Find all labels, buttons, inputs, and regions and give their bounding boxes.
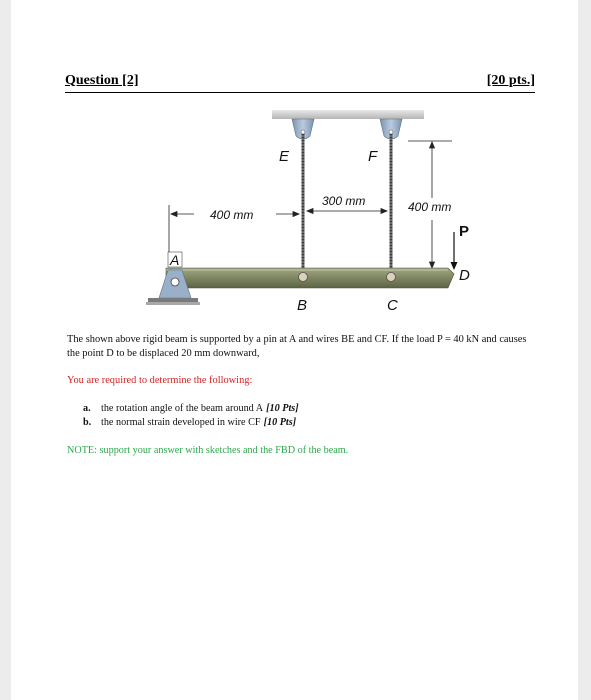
document-page — [11, 0, 578, 700]
beam-figure — [136, 110, 476, 315]
wire-be — [302, 134, 305, 276]
task-b-points: [10 Pts] — [263, 417, 297, 428]
load-arrow — [451, 232, 458, 270]
note-text: NOTE: support your answer with sketches and the FBD of the beam. — [67, 445, 349, 456]
label-c: C — [387, 297, 398, 314]
load-p-label: P — [459, 223, 470, 240]
rigid-beam — [166, 268, 454, 288]
required-heading: You are required to determine the following: — [67, 375, 253, 386]
label-f: F — [368, 148, 378, 165]
pin-b — [299, 273, 308, 282]
label-d: D — [459, 267, 470, 284]
task-b-text: the normal strain developed in wire CF — [101, 417, 261, 428]
pin-c — [387, 273, 396, 282]
label-e: E — [279, 148, 290, 165]
task-a-text: the rotation angle of the beam around A — [101, 403, 264, 414]
task-b — [83, 416, 299, 430]
question-points: [20 pts.] — [486, 73, 535, 88]
question-title: Question [2] — [65, 73, 139, 88]
question-header — [65, 73, 535, 93]
dim-ab-label: 400 mm — [210, 208, 254, 222]
dimension-bc — [307, 209, 387, 214]
task-a-marker: a. — [83, 403, 91, 414]
task-list — [83, 402, 299, 430]
dim-cd-label: 400 mm — [408, 200, 452, 214]
task-b-marker: b. — [83, 417, 92, 428]
label-a: A — [170, 252, 180, 268]
ceiling — [272, 110, 424, 119]
dim-bc-label: 300 mm — [322, 194, 366, 208]
problem-statement: The shown above rigid beam is supported by a pin at A and wires BE and CF. If the load P = 40 kN and causes the point D to be displaced 20 mm downward, — [67, 334, 527, 359]
task-a — [83, 402, 299, 416]
label-b: B — [297, 297, 308, 314]
wire-cf — [390, 134, 393, 276]
task-a-points: [10 Pts] — [266, 403, 299, 414]
